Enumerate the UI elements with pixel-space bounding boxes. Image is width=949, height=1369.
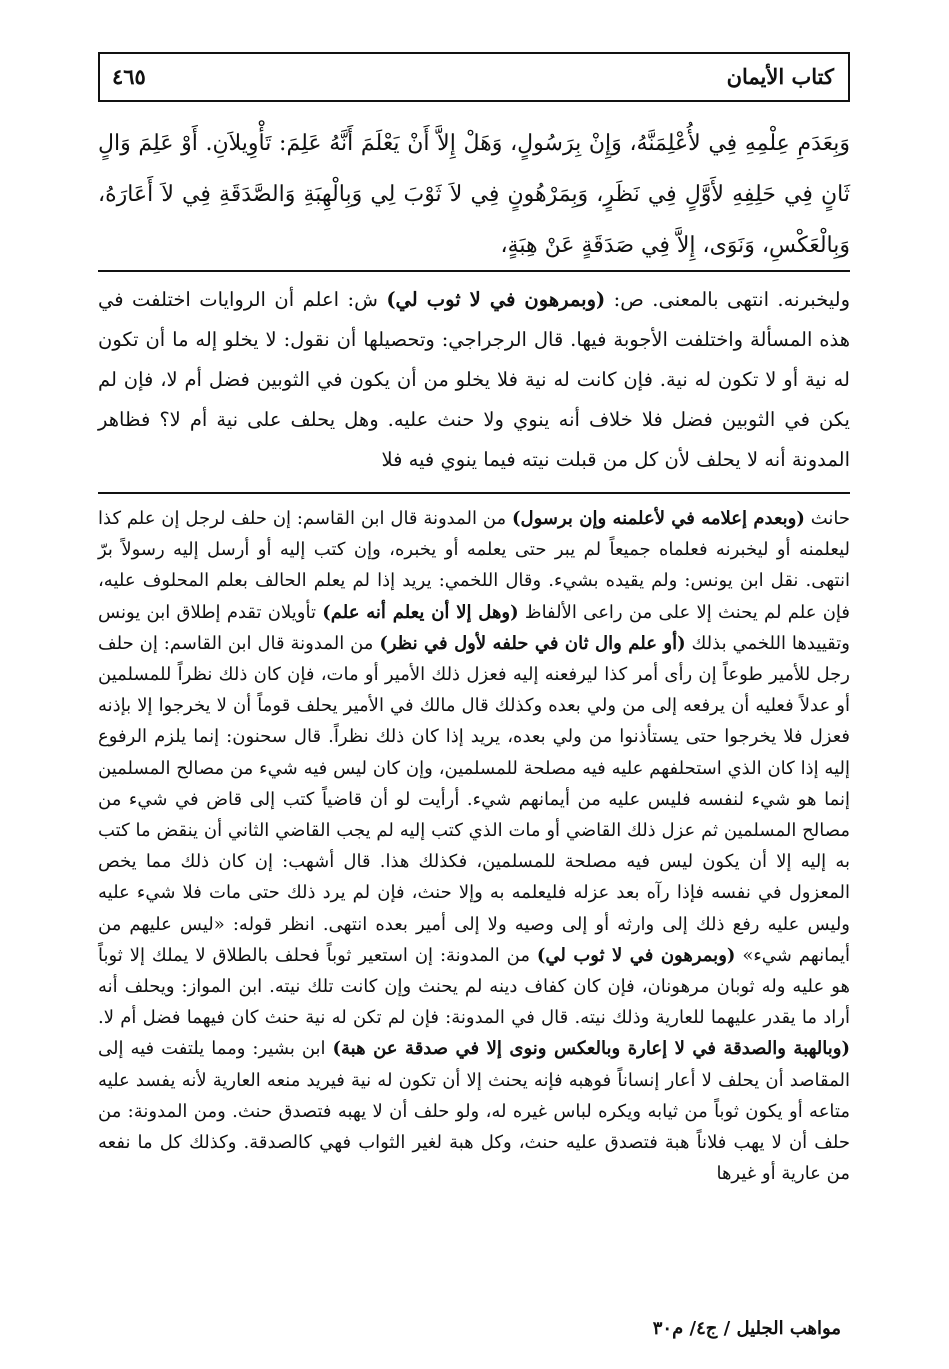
chapter-title: كتاب الأيمان	[726, 64, 834, 89]
quoted-matn: (وبمرهون في لا ثوب لي)	[536, 944, 736, 966]
commentary-text: من المدونة قال ابن القاسم: إن حلف رجل للأمير طوعاً إن رأى أمر كذا ليرفعنه إليه فعزل ذلك الأمير أو مات، فإن كان ذلك نظراً للمسلمين أو عدلاً فعليه أن يرفعه إلى من ولي بعده وكذلك قال مالك في الأمير يحلف قوماً أن لا يخرجوا إلا بإذنه فعزل فلا يخرجوا حتى يستأذنوا من ولي بعده، يريد إذا كان ذلك نظراً. قال سحنون: إنما يلزم الرفوع إليه إذا كان الذي استحلفهم عليه فيه مصلحة للمسلمين، وإن كان ليس فيه شيء من مصالح المسلمين إنما هو شيء لنفسه فليس عليه من أيمانهم شيء. أرأيت لو أن قاضياً كتب إلى قاض في شيء من مصالح المسلمين ثم عزل ذلك القاضي أو مات الذي كتب إليه لم يجب القاضي الثاني أن ينقض ما كتب به إليه إلا أن يكون ليس فيه مصلحة للمسلمين، فكذلك هذا. قال أشهب: إن كان ذلك مما يخص المعزول في نفسه فإذا رآه بعد عزله فليعلمه به وإلا حنث، فإن لم يرد ذلك حتى مات فلا شيء عليه وليس عليه رفع ذلك إلى وارثه أو إلى وصيه ولا إلى أمير بعده انتهى. انظر قوله: «ليس عليهم من أيمانهم شيء»	[98, 632, 850, 966]
commentary-text: ابن بشير: ومما يلتفت فيه إلى المقاصد أن يحلف لا أعار إنساناً فوهبه فإنه يحنث إلا أن تكون له نية فيريد منعه العارية لأنه يفسد عليه متاعه أو يكون ثوباً من ثيابه ويكره لباس غيره له، ولو حلف أن لا يهبه فتصدق حنث. ومن المدونة: من حلف أن لا يهب فلاناً هبة فتصدق عليه حنث، وكل هبة لغير الثواب فهي كالصدقة. وكذلك كل ما نفعه من عارية أو غيرها	[98, 1038, 850, 1185]
divider-rule	[98, 270, 850, 272]
commentary-text: وليخبرنه. انتهى بالمعنى. ص:	[605, 288, 850, 311]
quoted-matn: (وبالهبة والصدقة في لا إعارة وبالعكس ونوى إلا في صدقة عن هبة)	[332, 1038, 850, 1060]
page-footer: مواهب الجليل / ج٤/ م٣٠	[652, 1318, 841, 1339]
commentary-text: ش: اعلم أن الروايات اختلفت في هذه المسألة واختلفت الأجوبة فيها. قال الرجراجي: وتحصيلها أن نقول: لا يخلو إله ما أن تكون له نية أو لا تكون له نية. فإن كانت له نية فلا يخلو من أن يكون في الثوبين فضل أم لا، فإن لم يكن في الثوبين فضل فلا خلاف أنه ينوي ولا حنث عليه. وهل يحلف على نية أم لا؟ فظاهر المدونة أنه لا يحلف لأن كل من قبلت نيته فيما ينوي فيه فلا	[98, 288, 850, 471]
page-header	[98, 52, 850, 102]
commentary-text: من المدونة: إن استعير ثوباً فحلف بالطلاق لا يملك إلا ثوباً هو عليه وله ثوبان مرهونان، فإن كان كفاف دينه لم يحنث وإن كانت تلك نيته. ابن المواز: ويحلف أنه أراد ما يقدر عليهما للعارية وذلك نيته. قال في المدونة: فإن لم تكن له نية حنث كان فيهما فضل أم لا.	[98, 944, 850, 1029]
commentary-text: تأويلان تقدم إطلاق ابن يونس وتقييدها اللخمي بذلك	[98, 601, 850, 654]
quoted-matn: (وبمرهون في لا ثوب لي)	[386, 288, 606, 311]
divider-rule	[98, 492, 850, 494]
commentary-text: من المدونة قال ابن القاسم: إن حلف لرجل إن علم كذا ليعلمنه أو ليخبرنه فعلماه جميعاً لم يبر حتى يعلمه أو يخبره، وإن كتب إليه أو أرسل إليه رسولاً برّ انتهى. نقل ابن يونس: ولم يقيده بشيء. وقال اللخمي: يريد إذا لم يعلم الحالف بعلم المحلوف عليه، فإن علم لم يحنث إلا على من راعى الألفاظ	[98, 508, 851, 623]
quoted-matn: (وبعدم إعلامه في لأعلمنه وإن برسول)	[511, 508, 805, 529]
commentary-text: حانث	[804, 508, 850, 529]
quoted-matn: (أو علم وال ثان في حلفه لأول في نظر)	[379, 632, 686, 654]
page-number: ٤٦٥	[112, 64, 146, 89]
main-text-matn: وَبِعَدَمِ عِلْمِهِ فِي لأُعْلِمَنَّهُ، وَإِنْ بِرَسُولٍ، وَهَلْ إِلاَّ أَنْ يَعْلَمَ أَنَّهُ عَلِمَ: تَأْوِيلاَنِ. أَوْ عَلِمَ وَالٍ ثَانٍ فِي حَلِفِهِ لأَوَّلٍ فِي نَظَرٍ، وَبِمَرْهُونٍ فِي لاَ ثَوْبَ لِي وَبِالْهِبَةِ وَالصَّدَقَةِ فِي لاَ أَعَارَهُ، وَبِالْعَكْسِ، وَنَوَى، إِلاَّ فِي صَدَقَةٍ عَنْ هِبَةٍ،	[98, 131, 850, 258]
quoted-matn: (وهل إلا أن يعلم أنه علم)	[322, 601, 519, 623]
commentary-lower	[98, 503, 850, 1189]
commentary-upper	[98, 280, 850, 480]
